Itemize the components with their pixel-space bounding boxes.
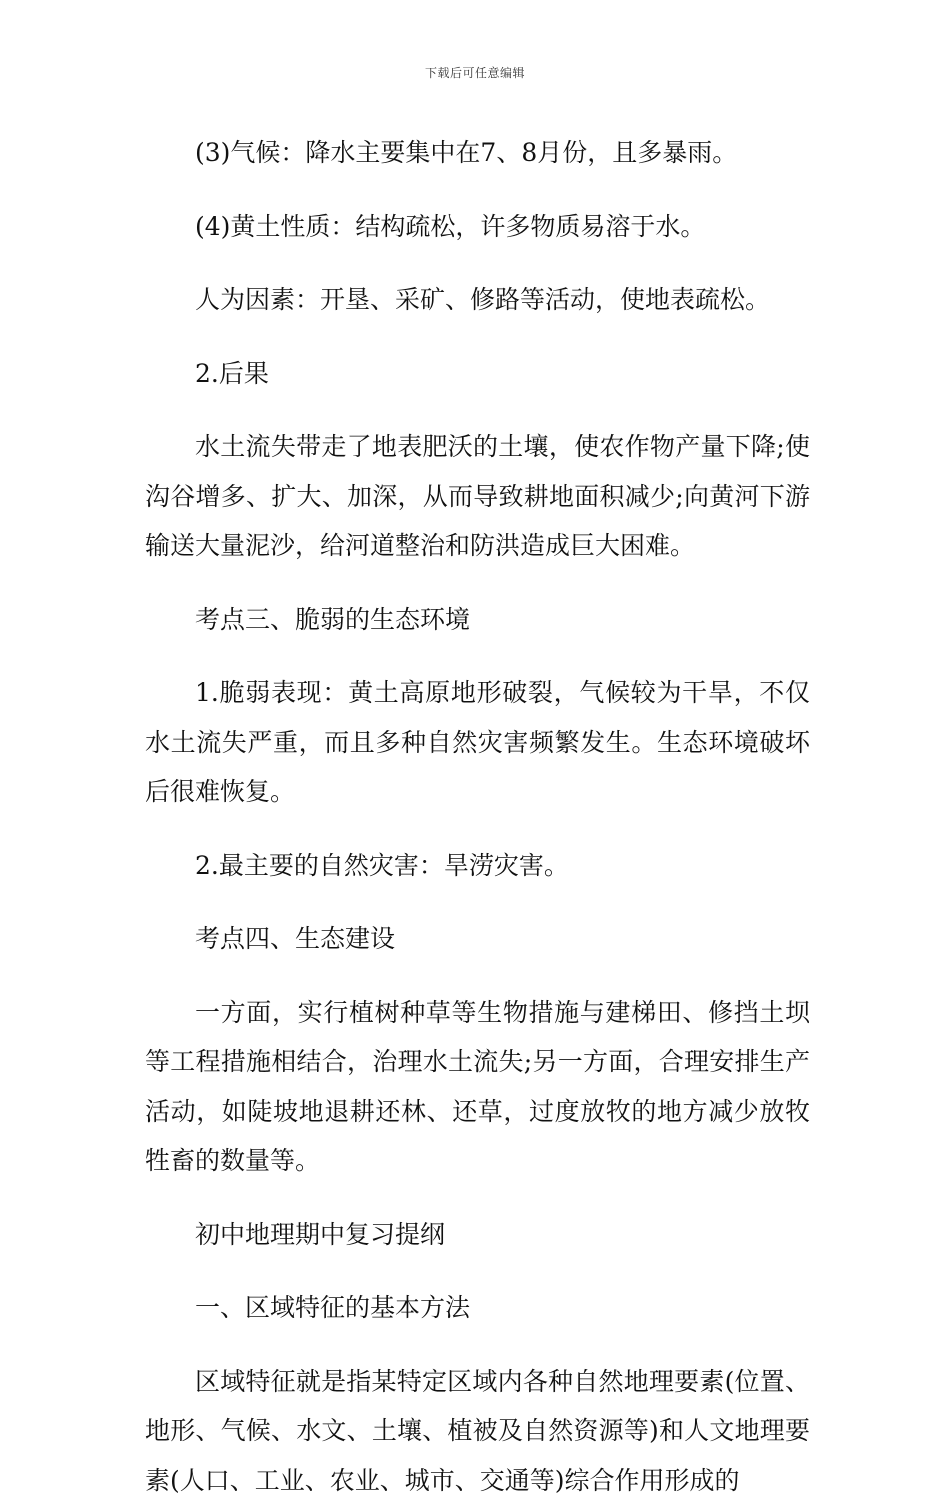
paragraph-ecological-construction: 一方面，实行植树种草等生物措施与建梯田、修挡土坝等工程措施相结合，治理水土流失;另一方面，合理安排生产活动，如陡坡地退耕还林、还草，过度放牧的地方减少放牧牲畜的数量等。	[145, 988, 810, 1186]
heading-fragile-environment: 考点三、脆弱的生态环境	[145, 595, 810, 645]
paragraph-loess-nature: (4)黄土性质：结构疏松，许多物质易溶于水。	[145, 202, 810, 252]
paragraph-human-factors: 人为因素：开垦、采矿、修路等活动，使地表疏松。	[145, 275, 810, 325]
heading-regional-features: 一、区域特征的基本方法	[145, 1283, 810, 1333]
paragraph-fragile-manifestation: 1.脆弱表现：黄土高原地形破裂，气候较为干旱，不仅水土流失严重，而且多种自然灾害频繁发生。生态环境破坏后很难恢复。	[145, 668, 810, 817]
document-body	[145, 128, 810, 1505]
paragraph-consequences: 水土流失带走了地表肥沃的土壤，使农作物产量下降;使沟谷增多、扩大、加深，从而导致耕地面积减少;向黄河下游输送大量泥沙，给河道整治和防洪造成巨大困难。	[145, 422, 810, 571]
heading-ecological-construction: 考点四、生态建设	[145, 914, 810, 964]
paragraph-climate: (3)气候：降水主要集中在7、8月份，且多暴雨。	[145, 128, 810, 178]
page-header: 下载后可任意编辑	[0, 64, 950, 81]
heading-review-outline: 初中地理期中复习提纲	[145, 1210, 810, 1260]
paragraph-main-disaster: 2.最主要的自然灾害：旱涝灾害。	[145, 841, 810, 891]
paragraph-regional-features: 区域特征就是指某特定区域内各种自然地理要素(位置、地形、气候、水文、土壤、植被及自然资源等)和人文地理要素(人口、工业、农业、城市、交通等)综合作用形成的	[145, 1357, 810, 1505]
heading-consequences: 2.后果	[145, 349, 810, 399]
